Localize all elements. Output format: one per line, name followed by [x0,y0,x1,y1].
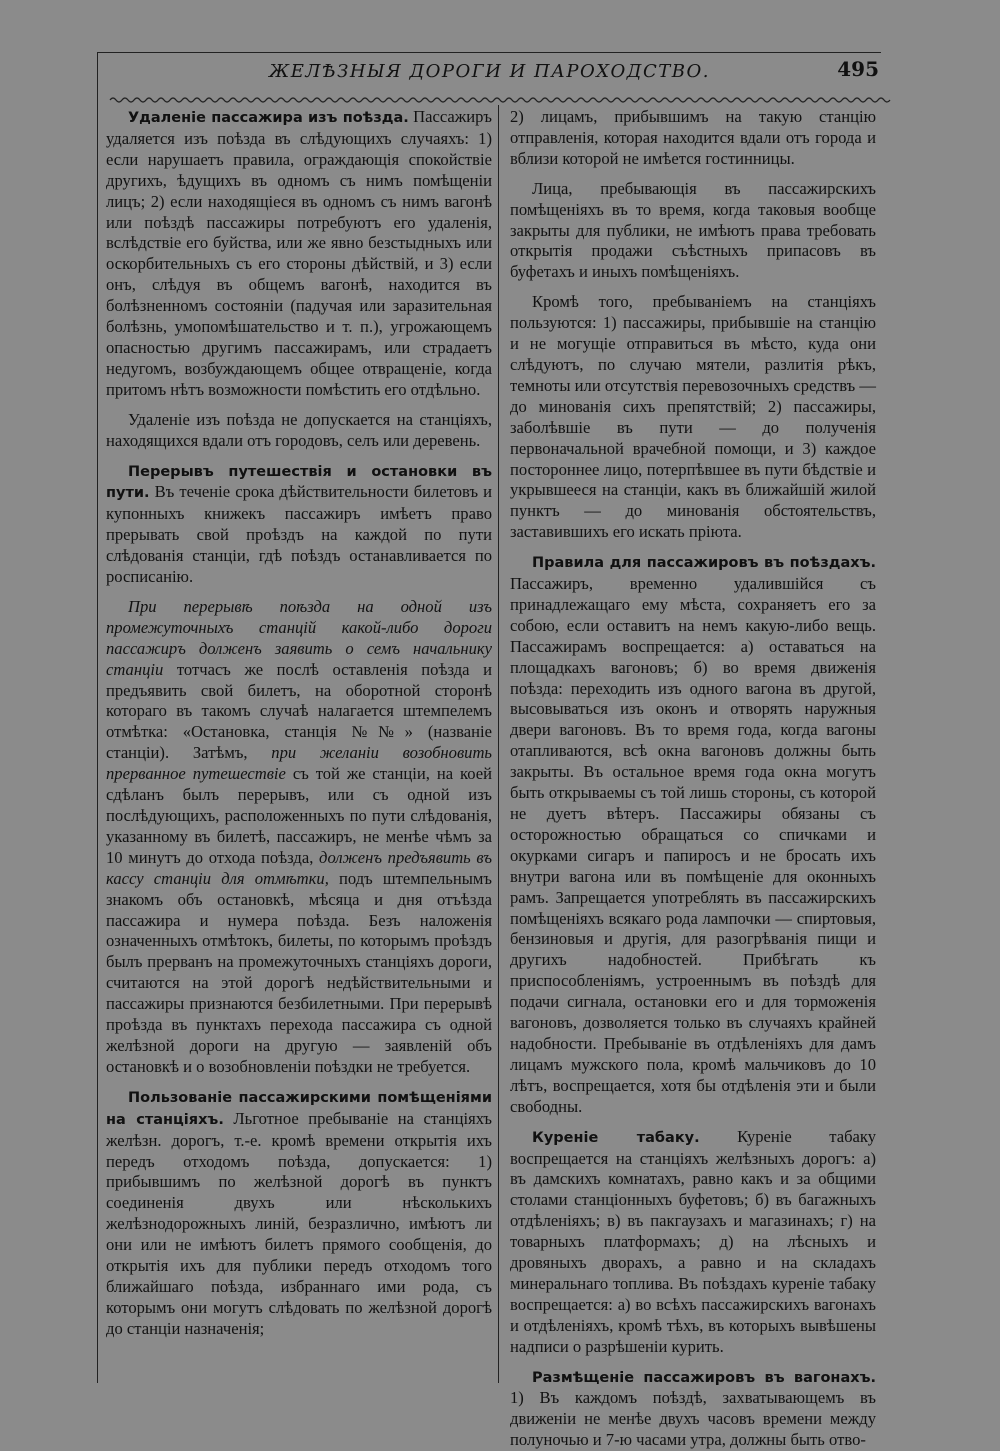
text-break-rules-2: съ той же станціи, на коей сдѣланъ былъ перерывъ, или съ одной изъ послѣдующихъ, расположенныхъ по пути слѣдованія, указанному въ билетѣ, пассажиръ, не менѣе чѣмъ за 10 минутъ до отхода поѣзда, [106,764,492,867]
heading-station-premises: Пользованіе пассажирскими помѣщеніями на станціяхъ. [106,1089,492,1128]
text-journey-break: Въ теченіе срока дѣйствительности билетовъ и купонныхъ книжекъ пассажиръ имѣетъ право прерывать свой проѣздъ на каждой по пути слѣдованія станціи, гдѣ поѣздъ останавливается по росписанію. [106,482,492,587]
text-seating: 1) Въ каждомъ поѣздѣ, захватывающемъ въ движеніи не менѣе двухъ часовъ времени между полуночью и 7-ю часами утра, должны быть отво- [510,1388,876,1450]
emphasis-present-to-ticket-office: долженъ предъявить въ кассу станціи для отмѣтки, [106,847,492,888]
emphasis-resume-journey: при желаніи возобновить прерванное путешествіе [106,743,492,784]
paragraph-journey-break [106,461,492,588]
heading-journey-break: Перерывъ путешествія и остановки въ пути. [106,463,492,502]
paragraph-station-premises [106,1087,492,1340]
text-station-premises: Льготное пребываніе на станціяхъ желѣзн. дорогъ, т.-е. кромѣ времени открытія ихъ передъ отходомъ поѣзда, допускается: 1) прибывшимъ по желѣзной дорогѣ въ пунктъ соединенія двухъ или нѣсколькихъ желѣзнодорожныхъ линій, безразлично, имѣютъ ли они или не имѣютъ билетъ прямого сообщенія, до открытія ихъ для публики передъ отходомъ того ближайшаго поѣзда, избраннаго ими рода, съ которымъ они могутъ слѣдовать по желѣзной дорогѣ до станціи назначенія; [106,1108,492,1338]
paragraph-closed-premises: Лица, пребывающія въ пассажирскихъ помѣщеніяхъ въ то время, когда таковыя вообще закрыты для публики, не имѣютъ права требовать открытія продажи съѣстныхъ припасовъ въ буфетахъ и иныхъ помѣщеніяхъ. [510,178,876,282]
running-head [98,57,881,91]
wavy-rule [110,95,881,105]
emphasis-declare-to-stationmaster: При перерывѣ поѣзда на одной изъ промежуточныхъ станцій какой-либо дороги пассажиръ долженъ заявить о семъ начальнику станціи [106,596,492,679]
paragraph-continuation: 2) лицамъ, прибывшимъ на такую станцію отправленія, которая находится вдали отъ города и вблизи которой не имѣется гостинницы. [510,107,876,168]
left-column [106,107,492,1377]
paragraph-train-rules [510,552,876,1117]
paragraph-seating [510,1367,876,1451]
page-number: 495 [837,57,879,81]
paragraph-stay-at-stations: Кромѣ того, пребываніемъ на станціяхъ пользуются: 1) пассажиры, прибывшіе на станцію и не могущіе отправиться въ мѣсто, куда они слѣдуютъ, по случаю мятели, разлитія рѣкъ, темноты или отсутствія перевозочныхъ средствъ — до минованія сихъ препятствій; 2) пассажиры, заболѣвшіе въ пути — до полученія первоначальной врачебной помощи, и 3) каждое постороннее лицо, потерпѣвшее въ пути бѣдствіе и укрывшееся на станціи, какъ въ ближайшій жилой пунктъ — до минованія обстоятельствъ, заставившихъ его искать пріюта. [510,292,876,542]
paragraph-removal-limits: Удаленіе изъ поѣзда не допускается на станціяхъ, находящихся вдали отъ городовъ, селъ или деревень. [106,409,492,450]
heading-passenger-removal: Удаленіе пассажира изъ поѣзда. [128,110,409,126]
paragraph-smoking [510,1127,876,1358]
text-train-rules: Пассажиръ, временно удалившійся съ принадлежащаго ему мѣста, сохраняетъ его за собою, если оставитъ на немъ какую-либо вещь. Пассажирамъ воспрещается: а) оставаться на площадкахъ вагоновъ; б) во время движенія поѣзда: переходить изъ одного вагона въ другой, высовываться изъ оконъ и отворять наружныя двери вагоновъ. Въ то время года, когда вагоны отапливаются, всѣ окна вагоновъ должны быть закрыты. Въ остальное время года окна могутъ быть открываемы съ той лишь стороны, съ которой не дуетъ вѣтеръ. Пассажиры обязаны съ осторожностью обращаться со спичками и окурками сигаръ и папиросъ и не бросать ихъ внутри вагона или въ помѣщеніе для оконныхъ рамъ. Запрещается употреблять въ пассажирскихъ помѣщеніяхъ всякаго рода лампочки — спиртовыя, бензиновыя и другія, для разогрѣванія пищи и другихъ надобностей. Прибѣгать къ приспособленіямъ, устроеннымъ въ поѣздѣ для подачи сигнала, остановки его и для торможенія вагоновъ, дозволяется только въ случаяхъ крайней надобности. Пребываніе въ отдѣленіяхъ для дамъ лицамъ мужского пола, кромѣ мальчиковъ до 10 лѣтъ, воспрещается, хотя бы отдѣленія эти и были свободны. [510,574,876,1116]
heading-seating: Размѣщеніе пассажировъ въ вагонахъ. [532,1369,876,1386]
heading-train-rules: Правила для пассажировъ въ поѣздахъ. [532,555,876,572]
text-smoking: Куреніе табаку воспрещается на станціяхъ желѣзныхъ дорогъ: а) въ дамскихъ комнатахъ, равно какъ и за общими столами станціонныхъ буфетовъ; б) въ багажныхъ отдѣленіяхъ; в) въ пакгаузахъ и магазинахъ; г) на товарныхъ платформахъ; д) на лѣсныхъ и дровяныхъ дворахъ, а равно и на складахъ минеральнаго топлива. Въ поѣздахъ куреніе табаку воспрещается: а) во всѣхъ пассажирскихъ вагонахъ и отдѣленіяхъ, кромѣ тѣхъ, въ которыхъ вывѣшены надписи о разрѣшеніи курить. [510,1126,876,1356]
heading-smoking: Куреніе табаку. [532,1129,700,1146]
paragraph-passenger-removal [106,107,492,401]
running-title: ЖЕЛѢЗНЫЯ ДОРОГИ И ПАРОХОДСТВО. [269,61,710,82]
text-break-rules-3: подъ штемпельнымъ знакомъ объ остановкѣ, мѣсяца и дня отъѣзда пассажира и нумера поѣзда. Безъ наложенія означенныхъ отмѣтокъ, билеты, по которымъ проѣздъ былъ прерванъ на промежуточныхъ станціяхъ дороги, считаются на этой дорогѣ недѣйствительными и пассажиры признаются безбилетными. При перерывѣ проѣзда въ пунктахъ перехода пассажира съ одной желѣзной дороги на другую — заявленій объ остановкѣ и о возобновленіи поѣздки не требуется. [106,868,492,1076]
column-divider [498,105,499,1383]
text-passenger-removal: Пассажиръ удаляется изъ поѣзда въ слѣдующихъ случаяхъ: 1) если нарушаетъ правила, ограждающія спокойствіе другихъ, ѣдущихъ въ одномъ съ нимъ помѣщеніи лицъ; 2) если находящіеся въ одномъ съ нимъ вагонѣ или поѣздѣ пассажиры потребуютъ его удаленія, вслѣдствіе его буйства, или же явно безстыдныхъ или оскорбительныхъ съ его стороны дѣйствій, и 3) если онъ, слѣдуя въ общемъ вагонѣ, находится въ болѣзненномъ состояніи (падучая или заразительная болѣзнь, умопомѣшательство и т. п.), угрожающемъ опасностью другимъ пассажирамъ, или страдаетъ недугомъ, возбуждающемъ общее отвращеніе, когда притомъ нѣтъ возможности помѣстить его отдѣльно. [106,107,492,399]
page [97,52,881,1450]
text-break-rules-1: тотчасъ же послѣ оставленія поѣзда и предъявить свой билетъ, на оборотной сторонѣ котораго въ такомъ случаѣ налагается штемпелемъ отмѣтка: «Остановка, станція №№» (названіе станціи). Затѣмъ, [106,659,492,763]
right-column [510,107,876,1450]
paragraph-break-rules [106,597,492,1078]
